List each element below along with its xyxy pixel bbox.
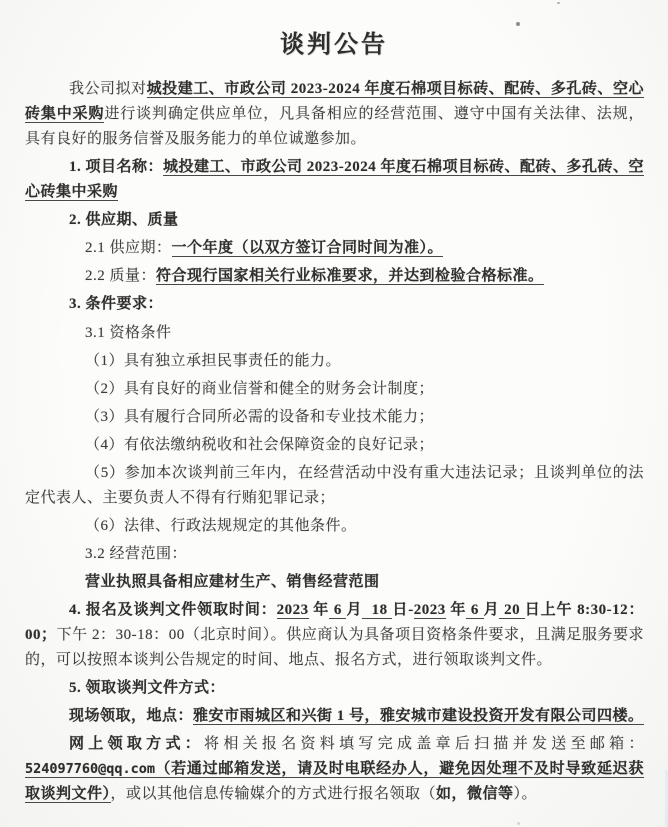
text-segment: 1. 项目名称：	[69, 159, 164, 175]
item-2-1-supply-period	[25, 236, 644, 261]
item-2-supply-period-quality	[25, 208, 644, 233]
text-segment: 我公司拟对	[69, 81, 147, 97]
text-segment: （3）具有履行合同所必需的设备和专业技术能力；	[85, 409, 435, 425]
business-scope-value	[25, 570, 644, 595]
text-segment: （4）有依法缴纳税收和社会保障资金的良好记录；	[85, 437, 435, 453]
scan-artifact-dot	[557, 2, 560, 4]
text-segment: ）。	[513, 786, 538, 802]
online-collection	[25, 732, 644, 807]
paragraph-intro	[25, 77, 644, 152]
qualification-6	[25, 514, 644, 539]
text-segment: 2. 供应期、质量	[69, 212, 179, 228]
item-3-condition-requirements	[25, 292, 644, 317]
text-segment: （2）具有良好的商业信誉和健全的财务会计制度；	[85, 381, 435, 397]
text-segment: 2023	[413, 602, 446, 618]
text-segment: 进行谈判确定供应单位，凡具备相应的经营范围、遵守中国有关法律、法规，具有良好的服务信誉及服务能力的单位诚邀参加。	[25, 106, 644, 147]
text-segment: 3. 条件要求：	[69, 296, 164, 312]
text-segment: 20	[499, 602, 525, 618]
text-segment: 将相关报名资料填写完成盖章后扫描并发送至邮箱：	[204, 736, 644, 752]
scan-artifact-dot	[516, 22, 520, 26]
text-segment: 年	[445, 602, 467, 618]
text-segment: 网上领取方式：	[69, 736, 205, 752]
text-segment: 符合现行国家相关行业标准要求，并达到检验合格标准。	[156, 268, 544, 284]
qualification-3	[25, 405, 644, 430]
text-segment: 3.2 经营范围：	[85, 546, 188, 562]
item-1-project-name	[25, 155, 644, 205]
text-segment: 如，微信等	[436, 786, 514, 802]
qualification-4	[25, 433, 644, 458]
qualification-1	[25, 349, 644, 374]
text-segment: 月	[346, 602, 363, 618]
text-segment: 2023	[276, 602, 309, 618]
text-segment: 6	[329, 602, 347, 618]
text-segment: 现场领取，地点：	[69, 708, 194, 724]
scan-artifact-dot	[517, 822, 520, 825]
text-segment: 6	[466, 602, 484, 618]
text-segment: 城投建工、市政公司 2023-2024 年度石棉项目标砖、配砖、多孔砖、空心砖集中采购	[25, 159, 645, 200]
text-segment: 3.1 资格条件	[85, 325, 172, 341]
text-segment: （6）法律、行政法规规定的其他条件。	[85, 518, 357, 534]
text-segment: 2.1 供应期：	[85, 240, 172, 256]
text-segment: （若通过邮箱发送，请及时电联经办人，避免因处理不及时导致延迟获取谈判文件）	[25, 761, 644, 802]
item-2-2-quality	[25, 264, 644, 289]
text-segment: 4. 报名及谈判文件领取时间：	[69, 602, 277, 618]
text-segment: 日上午 8:30-12：00；	[25, 602, 644, 643]
text-segment: （5）参加本次谈判前三年内，在经营活动中没有重大违法记录；且谈判单位的法定代表人、主要负责人不得有行贿犯罪记录；	[25, 465, 644, 506]
text-segment: 一个年度（以双方签订合同时间为准）。	[171, 240, 444, 256]
item-4-document-collection-time	[25, 598, 644, 673]
text-segment: 下午 2：30-18：00（北京时间）。供应商认为具备项目资格条件要求，且满足服务要求的，可以按照本谈判公告规定的时间、地点、报名方式，进行领取谈判文件。	[25, 627, 644, 668]
document-title: 谈判公告	[280, 32, 388, 58]
text-segment: （1）具有独立承担民事责任的能力。	[85, 353, 342, 369]
text-segment: ，或以其他信息传输媒介的方式进行报名领取（	[110, 786, 437, 802]
document-body	[0, 77, 668, 807]
qualification-5	[25, 461, 644, 511]
item-5-document-collection-method	[25, 676, 644, 701]
text-segment: 城投建工、市政公司 2023-2024 年度石棉项目标砖、配砖、多孔砖、空心砖集中采购	[25, 81, 644, 122]
text-segment: 年	[308, 602, 330, 618]
onsite-collection	[25, 704, 644, 729]
text-segment: 营业执照具备相应建材生产、销售经营范围	[85, 574, 380, 590]
qualification-2	[25, 377, 644, 402]
item-3-2-business-scope	[25, 542, 644, 567]
text-segment: 5. 领取谈判文件方式：	[69, 680, 226, 696]
text-segment: 524097760@qq.com	[25, 761, 156, 777]
text-segment: 2.2 质量：	[85, 268, 157, 284]
item-3-1-qualification	[25, 321, 644, 346]
text-segment: 日-	[392, 602, 414, 618]
text-segment: 雅安市雨城区和兴街 1 号，雅安城市建设投资开发有限公司四楼。	[193, 708, 644, 724]
text-segment: 18	[362, 602, 393, 618]
text-segment: 月	[483, 602, 500, 618]
